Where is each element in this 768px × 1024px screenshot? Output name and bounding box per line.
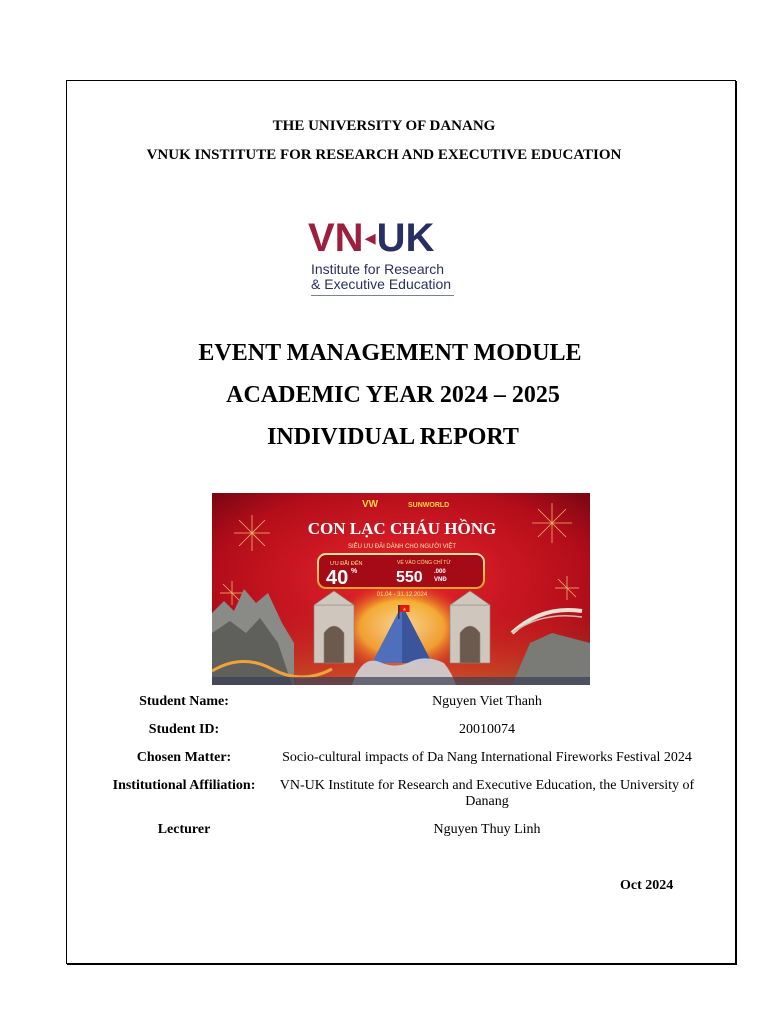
banner-price-currency: VNĐ [434, 577, 447, 583]
logo-subtitle-line1: Institute for Research [311, 261, 445, 277]
logo-uk-text: UK [376, 216, 435, 260]
module-title: EVENT MANAGEMENT MODULE [198, 340, 582, 366]
banner-headline: CON LẠC CHÁU HỒNG [307, 519, 497, 538]
info-label: Chosen Matter: [136, 750, 232, 765]
banner-brand2: SUNWORLD [408, 502, 450, 509]
info-row [100, 692, 706, 720]
info-value: VN-UK Institute for Research and Executive Education, the University of Danang [279, 778, 695, 809]
info-label: Student Name: [139, 694, 229, 709]
info-row [100, 720, 706, 748]
info-label: Student ID: [148, 722, 220, 737]
info-value: Nguyen Viet Thanh [432, 694, 542, 709]
info-row [100, 748, 706, 776]
logo-vn-text: VN [308, 216, 364, 260]
academic-year-title: ACADEMIC YEAR 2024 – 2025 [226, 382, 560, 408]
banner-price-value: 550 [396, 569, 423, 586]
banner-discount-label: ƯU ĐÃI ĐẾN [330, 561, 363, 567]
logo-subtitle-line2: & Executive Education [311, 276, 452, 292]
info-value: Socio-cultural impacts of Da Nang International Fireworks Festival 2024 [282, 750, 692, 765]
vnuk-logo [308, 218, 458, 300]
logo-arrow-icon: ◂ [364, 225, 376, 250]
svg-text:★: ★ [402, 607, 407, 613]
info-value: 20010074 [459, 722, 515, 737]
banner-discount-unit: % [351, 568, 358, 575]
banner-tagline: SIÊU ƯU ĐÃI DÀNH CHO NGƯỜI VIỆT [347, 544, 457, 550]
banner-price-suffix: .000 [434, 569, 446, 575]
festival-banner-image [212, 493, 590, 685]
report-type-title: INDIVIDUAL REPORT [267, 424, 519, 450]
banner-dates: 01.04 - 31.12.2024 [376, 592, 428, 598]
info-label: Lecturer [157, 822, 211, 837]
banner-discount-value: 40 [326, 567, 349, 589]
student-info-table [100, 692, 706, 848]
info-row [100, 820, 706, 848]
info-label: Institutional Affiliation: [112, 778, 256, 793]
logo-underline [311, 295, 454, 296]
banner-brand1: VW [362, 499, 379, 510]
report-date: Oct 2024 [620, 878, 674, 893]
banner-price-label: VÉ VÀO CỔNG CHỈ TỪ [397, 560, 451, 566]
institute-name: VNUK INSTITUTE FOR RESEARCH AND EXECUTIVE EDUCATION [146, 147, 622, 163]
info-value: Nguyen Thuy Linh [433, 822, 541, 837]
info-row [100, 776, 706, 820]
university-name: THE UNIVERSITY OF DANANG [272, 118, 496, 134]
